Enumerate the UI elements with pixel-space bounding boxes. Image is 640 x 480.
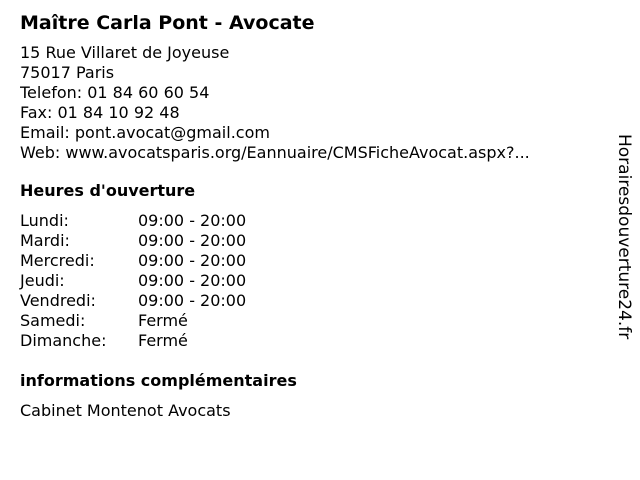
business-card: [20, 10, 600, 421]
page-title: Maître Carla Pont - Avocate: [20, 12, 315, 34]
address-city: 75017 Paris: [20, 63, 115, 82]
hours-time: 09:00 - 20:00: [138, 231, 247, 250]
extra-info-heading: informations complémentaires: [20, 371, 297, 390]
hours-row: [20, 211, 246, 231]
hours-time: Fermé: [138, 311, 188, 330]
web-line[interactable]: Web: www.avocatsparis.org/Eannuaire/CMSFicheAvocat.aspx?...: [20, 143, 530, 162]
hours-row: [20, 251, 246, 271]
hours-day: Dimanche:: [20, 331, 107, 350]
hours-row: [20, 231, 246, 251]
hours-day: Vendredi:: [20, 291, 96, 310]
hours-day: Mercredi:: [20, 251, 95, 270]
hours-time: 09:00 - 20:00: [138, 271, 247, 290]
hours-time: 09:00 - 20:00: [138, 251, 247, 270]
address-street: 15 Rue Villaret de Joyeuse: [20, 43, 230, 62]
extra-info-text: Cabinet Montenot Avocats: [20, 401, 231, 420]
site-watermark: Horairesdouverture24.fr: [614, 134, 634, 340]
email-line[interactable]: Email: pont.avocat@gmail.com: [20, 123, 270, 142]
contact-block: [20, 43, 600, 163]
hours-row: [20, 271, 246, 291]
hours-row: [20, 331, 246, 351]
hours-time: 09:00 - 20:00: [138, 291, 247, 310]
hours-day: Mardi:: [20, 231, 70, 250]
hours-day: Samedi:: [20, 311, 86, 330]
phone-line[interactable]: Telefon: 01 84 60 60 54: [20, 83, 210, 102]
hours-day: Lundi:: [20, 211, 69, 230]
hours-heading: Heures d'ouverture: [20, 181, 196, 200]
hours-table: [20, 211, 246, 351]
hours-row: [20, 311, 246, 331]
hours-day: Jeudi:: [20, 271, 65, 290]
fax-line: Fax: 01 84 10 92 48: [20, 103, 180, 122]
hours-time: 09:00 - 20:00: [138, 211, 247, 230]
hours-row: [20, 291, 246, 311]
hours-time: Fermé: [138, 331, 188, 350]
